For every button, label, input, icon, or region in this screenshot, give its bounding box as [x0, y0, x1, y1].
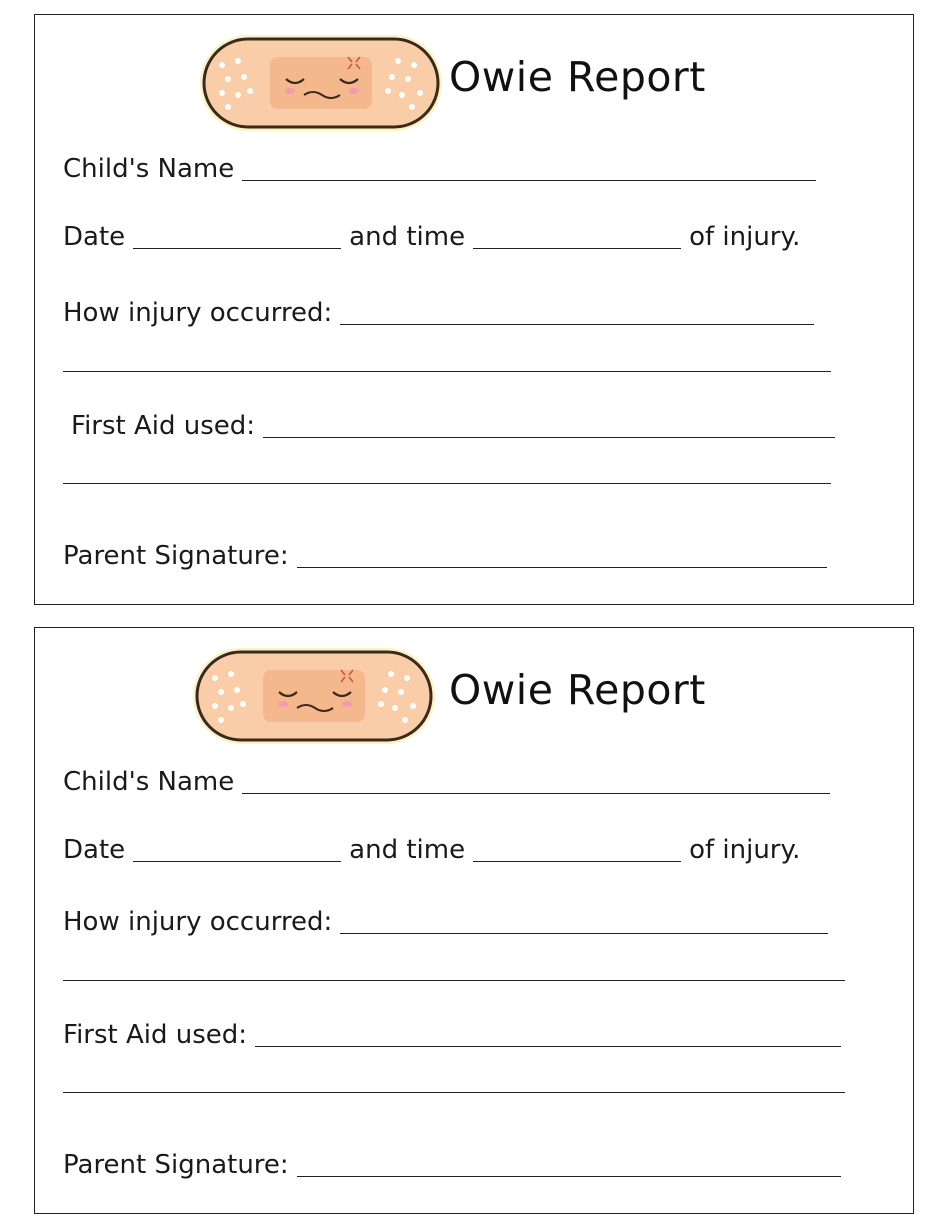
- injury-suffix-label: of injury.: [689, 222, 801, 252]
- owie-report-card: [34, 627, 914, 1214]
- first-aid-row: [63, 1018, 841, 1052]
- date-time-row: [63, 220, 800, 254]
- signature-field[interactable]: [297, 566, 827, 568]
- first-aid-continuation-row: [63, 455, 831, 489]
- date-field[interactable]: [133, 247, 341, 249]
- owie-report-card: [34, 14, 914, 605]
- date-field[interactable]: [133, 860, 341, 862]
- first-aid-continuation-row: [63, 1064, 845, 1098]
- signature-row: [63, 539, 827, 573]
- childs-name-label: Child's Name: [63, 767, 235, 797]
- first-aid-row: [71, 409, 835, 443]
- time-label: and time: [349, 222, 466, 252]
- first-aid-label: First Aid used:: [63, 1020, 248, 1050]
- first-aid-field[interactable]: [263, 436, 835, 438]
- bandage-face-icon: [191, 646, 437, 746]
- how-injury-field-line-2[interactable]: [63, 979, 845, 981]
- childs-name-row: [63, 152, 816, 186]
- signature-label: Parent Signature:: [63, 1150, 289, 1180]
- time-field[interactable]: [473, 860, 681, 862]
- page-title: Owie Report: [449, 53, 706, 101]
- page-title: Owie Report: [449, 666, 706, 714]
- date-label: Date: [63, 222, 126, 252]
- how-injury-row: [63, 905, 828, 939]
- first-aid-field-line-2[interactable]: [63, 1091, 845, 1093]
- signature-row: [63, 1148, 841, 1182]
- date-label: Date: [63, 835, 126, 865]
- first-aid-label: First Aid used:: [71, 411, 256, 441]
- childs-name-label: Child's Name: [63, 154, 235, 184]
- how-injury-continuation-row: [63, 952, 845, 986]
- bandage-face-icon: [198, 33, 444, 133]
- how-injury-row: [63, 296, 814, 330]
- signature-field[interactable]: [297, 1175, 841, 1177]
- how-injury-field-line-2[interactable]: [63, 370, 831, 372]
- childs-name-row: [63, 765, 830, 799]
- how-injury-field[interactable]: [340, 932, 828, 934]
- childs-name-field[interactable]: [242, 792, 830, 794]
- how-injury-field[interactable]: [340, 323, 814, 325]
- how-injury-label: How injury occurred:: [63, 298, 333, 328]
- childs-name-field[interactable]: [242, 179, 816, 181]
- first-aid-field[interactable]: [255, 1045, 841, 1047]
- first-aid-field-line-2[interactable]: [63, 482, 831, 484]
- signature-label: Parent Signature:: [63, 541, 289, 571]
- how-injury-label: How injury occurred:: [63, 907, 333, 937]
- how-injury-continuation-row: [63, 343, 831, 377]
- time-field[interactable]: [473, 247, 681, 249]
- time-label: and time: [349, 835, 466, 865]
- date-time-row: [63, 833, 800, 867]
- injury-suffix-label: of injury.: [689, 835, 801, 865]
